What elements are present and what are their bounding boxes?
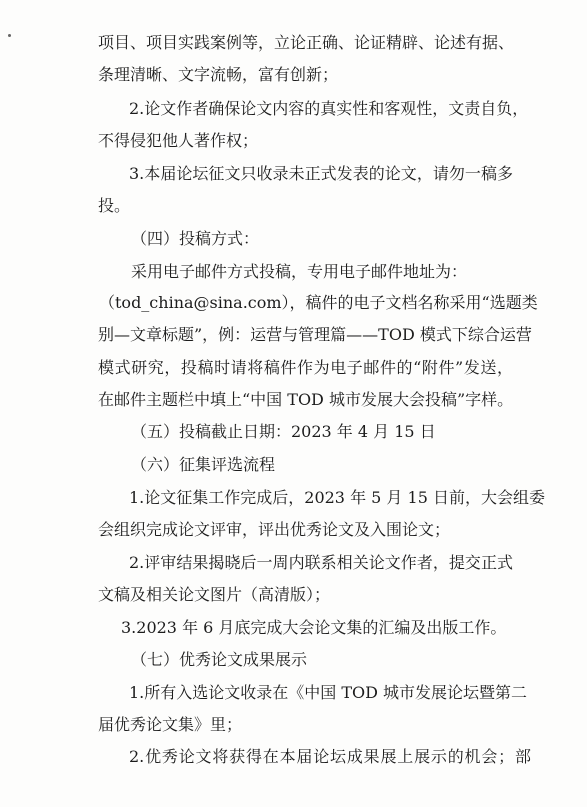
body-line-1: 项目、项目实践案例等，立论正确、论证精辟、论述有据、 — [98, 33, 515, 52]
body-line-12: 在邮件主题栏中填上“中国 TOD 城市发展大会投稿”字样。 — [98, 390, 514, 409]
body-line-19: 3.2023 年 6 月底完成大会论文集的汇编及出版工作。 — [121, 618, 507, 637]
body-line-23: 2.优秀论文将获得在本届论坛成果展上展示的机会；部 — [129, 747, 531, 766]
body-line-18: 文稿及相关论文图片（高清版）； — [98, 585, 331, 604]
body-line-21: 1.所有入选论文收录在《中国 TOD 城市发展论坛暨第二 — [129, 683, 528, 702]
scan-speck — [8, 34, 11, 37]
body-line-9: （tod_china@sina.com），稿件的电子文档名称采用“选题类 — [99, 293, 538, 312]
body-line-15: 1.论文征集工作完成后，2023 年 5 月 15 日前，大会组委 — [129, 488, 545, 507]
body-line-22: 届优秀论文集》里； — [98, 715, 243, 734]
body-line-17: 2.评审结果揭晓后一周内联系相关论文作者，提交正式 — [129, 553, 513, 572]
section-heading-6: （六）征集评选流程 — [131, 455, 276, 474]
body-line-6: 投。 — [98, 196, 131, 215]
section-heading-4: （四）投稿方式： — [131, 229, 260, 248]
body-line-8: 采用电子邮件方式投稿，专用电子邮件地址为： — [131, 262, 468, 281]
body-line-11: 模式研究，投稿时请将稿件作为电子邮件的“附件”发送， — [98, 358, 513, 377]
body-line-4: 不得侵犯他人著作权； — [98, 131, 259, 150]
body-line-10: 别—文章标题”，例：运营与管理篇——TOD 模式下综合运营 — [98, 325, 532, 344]
body-line-3: 2.论文作者确保论文内容的真实性和客观性，文责自负， — [129, 99, 529, 118]
body-line-2: 条理清晰、文字流畅，富有创新； — [98, 65, 339, 84]
section-heading-5: （五）投稿截止日期：2023 年 4 月 15 日 — [131, 422, 436, 441]
body-line-5: 3.本届论坛征文只收录未正式发表的论文，请勿一稿多 — [129, 164, 513, 183]
section-heading-7: （七）优秀论文成果展示 — [131, 650, 308, 669]
body-line-16: 会组织完成论文评审，评出优秀论文及入围论文； — [98, 520, 451, 539]
